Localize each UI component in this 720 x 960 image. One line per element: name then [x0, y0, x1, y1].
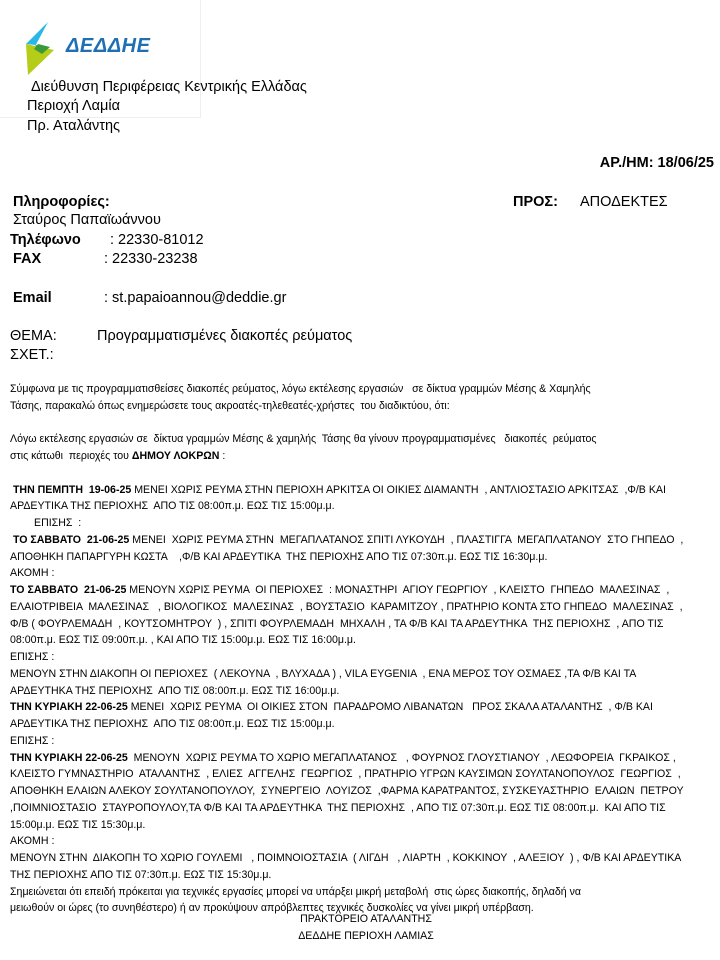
body-line	[10, 482, 716, 499]
info-label: Πληροφορίες:	[13, 194, 110, 210]
line-text: Σύμφωνα με τις προγραμματισθείσες διακοπές ρεύματος, λόγω εκτέλεσης εργασιών σε δίκτυα γραμμών Μέσης & Χαμηλής	[10, 383, 591, 395]
line-text: ΜΕΝΕΙ ΧΩΡΙΣ ΡΕΥΜΑ ΣΤΗΝ ΠΕΡΙΟΧΗ ΑΡΚΙΤΣΑ ΟΙ ΟΙΚΙΕΣ ΔΙΑΜΑΝΤΗ , ΑΝΤΛΙΟΣΤΑΣΙΟ ΑΡΚΙΤΣΑΣ ,Φ/Β ΚΑΙ	[131, 483, 666, 496]
body-line	[10, 381, 716, 398]
fax-value: : 22330-23238	[104, 251, 198, 267]
line-text: ΕΠΙΣΗΣ :	[10, 734, 55, 747]
phone-value: : 22330-81012	[110, 232, 204, 248]
subject-label: ΘΕΜΑ:	[10, 328, 57, 344]
line-text: ΕΛΑΙΟΤΡΙΒΕΙΑ ΜΑΛΕΣΙΝΑΣ , ΒΙΟΛΟΓΙΚΟΣ ΜΑΛΕΣΙΝΑΣ , ΒΟΥΣΤΑΣΙΟ ΚΑΡΑΜΙΤΖΟΥ , ΠΡΑΤΗΡΙΟ ΚΟΝΤΑ ΣΤΟ ΓΗΠΕΔΟ ΜΑΛΕΣΙΝΑΣ ,	[10, 600, 683, 613]
signature	[0, 911, 720, 945]
reference-label: ΣΧΕΤ.:	[10, 347, 54, 363]
line-text: ΜΕΝΟΥΝ ΧΩΡΙΣ ΡΕΥΜΑ ΟΙ ΠΕΡΙΟΧΕΣ : ΜΟΝΑΣΤΗΡΙ ΑΓΙΟΥ ΓΕΩΡΓΙΟΥ , ΚΛΕΙΣΤΟ ΓΗΠΕΔΟ ΜΑΛΕΣΙΝΑΣ ,	[126, 584, 670, 596]
body-line	[10, 649, 716, 666]
office-name: Πρ. Αταλάντης	[27, 118, 120, 134]
protocol-date: ΑΡ./ΗΜ: 18/06/25	[599, 155, 714, 171]
signature-area: ΔΕΔΔΗΕ ΠΕΡΙΟΧΗ ΛΑΜΙΑΣ	[298, 929, 434, 942]
line-text: στις κάτωθι περιοχές του	[10, 450, 132, 462]
line-text: ΑΠΟΘΗΚΗ ΕΛΑΙΩΝ ΑΛΕΚΟΥ ΣΟΥΛΤΑΝΟΠΟΥΛΟΥ, ΣΥΝΕΡΓΕΙΟ ΛΟΥΙΖΟΣ ,ΦΑΡΜΑ ΚΑΡΑΤΡΑΝΤΟΣ, ΣΥΣΚΕΥΑΣΤΗΡΙΟ ΕΛΑΙΩΝ ΠΕΤΡΟΥ	[10, 785, 684, 797]
line-text: ΑΠΟΘΗΚΗ ΠΑΠΑΡΓΥΡΗ ΚΩΣΤΑ ,Φ/Β ΚΑΙ ΑΡΔΕΥΤΙΚΑ ΤΗΣ ΠΕΡΙΟΧΗΣ ΑΠΟ ΤΙΣ 07:30π.μ. ΕΩΣ ΤΙΣ 16:30μ.μ.	[10, 550, 548, 563]
date-highlight: ΤΗΝ ΠΕΜΠΤΗ 19-06-25	[10, 483, 132, 496]
body-line	[10, 515, 716, 532]
body-line	[10, 632, 716, 649]
email-value[interactable]: : st.papaioannou@deddie.gr	[104, 290, 287, 306]
line-text: ΤΗΣ ΠΕΡΙΟΧΗΣ ΑΠΟ ΤΙΣ 07:30π.μ. ΕΩΣ ΤΙΣ 15:30μ.μ.	[10, 868, 272, 881]
phone-label: Τηλέφωνο	[10, 232, 81, 248]
logo-text: ΔΕΔΔΗΕ	[66, 35, 151, 57]
body-line	[10, 398, 716, 415]
body-line	[10, 800, 716, 817]
line-text: ΕΠΙΣΗΣ :	[10, 651, 55, 663]
date-highlight: ΤΟ ΣΑΒΒΑΤΟ 21-06-25	[10, 584, 127, 596]
date-highlight: ΔΗΜΟΥ ΛΟΚΡΩΝ	[131, 450, 220, 462]
body-line	[10, 532, 716, 549]
subject-value: Προγραμματισμένες διακοπές ρεύματος	[97, 328, 353, 344]
body-line	[10, 733, 716, 750]
body-line	[10, 750, 716, 767]
line-text: Φ/Β ( ΦΟΥΡΛΕΜΑΔΗ , ΚΟΥΤΣΟΜΗΤΡΟΥ ) , ΣΠΙΤΙ ΦΟΥΡΛΕΜΑΔΗ ΜΗΧΑΛΗ , ΤΑ Φ/Β ΚΑΙ ΤΑ ΑΡΔΕΥΤΗΚΑ ΤΗΣ ΠΕΡΙΟΧΗΣ , ΑΠΟ ΤΙΣ	[10, 617, 664, 630]
body-line	[10, 683, 716, 700]
line-text: ΑΡΔΕΥΤΙΚΑ ΤΗΣ ΠΕΡΙΟΧΗΣ ΑΠΟ ΤΙΣ 08:00π.μ. ΕΩΣ ΤΙΣ 15:00μ.μ.	[10, 500, 335, 513]
line-text: ΜΕΝΟΥΝ ΣΤΗΝ ΔΙΑΚΟΠΗ ΤΟ ΧΩΡΙΟ ΓΟΥΛΕΜΙ , ΠΟΙΜΝΟΙΟΣΤΑΣΙΑ ( ΛΙΓΔΗ , ΛΙΑΡΤΗ , ΚΟΚΚΙΝΟΥ , ΑΛΕΞΙΟΥ ) , Φ/Β ΚΑΙ ΑΡΔΕΥΤΙΚΑ	[10, 852, 682, 864]
line-text: ΜΕΝΕΙ ΧΩΡΙΣ ΡΕΥΜΑ ΟΙ ΟΙΚΙΕΣ ΣΤΟΝ ΠΑΡΑΔΡΟΜΟ ΛΙΒΑΝΑΤΩΝ ΠΡΟΣ ΣΚΑΛΑ ΑΤΑΛΑΝΤΗΣ , Φ/Β ΚΑΙ	[127, 701, 653, 714]
recipient-value: ΑΠΟΔΕΚΤΕΣ	[580, 194, 668, 210]
line-text: ΑΚΟΜΗ :	[10, 835, 55, 848]
date-highlight: ΤΟ ΣΑΒΒΑΤΟ 21-06-25	[10, 533, 130, 546]
announcement-body	[10, 381, 716, 917]
line-text: ΑΡΔΕΥΤΙΚΑ ΤΗΣ ΠΕΡΙΟΧΗΣ ΑΠΟ ΤΙΣ 08:00π.μ. ΕΩΣ ΤΙΣ 15:00μ.μ.	[10, 718, 335, 730]
fax-label: FAX	[13, 251, 42, 267]
line-text: ΜΕΝΟΥΝ ΣΤΗΝ ΔΙΑΚΟΠΗ ΟΙ ΠΕΡΙΟΧΕΣ ( ΛΕΚΟΥΝΑ , ΒΛΥΧΑΔΑ ) , VILA EYGENIA , ΕΝΑ ΜΕΡΟΣ ΤΟΥ ΟΣΜΑΕΣ ,ΤΑ Φ/Β ΚΑΙ ΤΑ	[10, 667, 637, 680]
body-line	[10, 616, 716, 633]
body-line	[10, 431, 716, 448]
body-line	[10, 850, 716, 867]
area-name: Περιοχή Λαμία	[27, 98, 121, 114]
line-text: 15:00μ.μ. ΕΩΣ ΤΙΣ 15:30μ.μ.	[10, 818, 146, 831]
line-text: Λόγω εκτέλεσης εργασιών σε δίκτυα γραμμών Μέσης & χαμηλής Τάσης θα γίνουν προγραμματισμένες διακοπές ρεύματος	[10, 433, 597, 446]
blank-line	[10, 465, 716, 482]
body-line	[10, 666, 716, 683]
blank-line	[10, 415, 716, 432]
line-text: ΚΛΕΙΣΤΟ ΓΥΜΝΑΣΤΗΡΙΟ ΑΤΑΛΑΝΤΗΣ , ΕΛΙΕΣ ΑΓΓΕΛΗΣ ΓΕΩΡΓΙΟΣ , ΠΡΑΤΗΡΙΟ ΥΓΡΩΝ ΚΑΥΣΙΜΩΝ ΣΟΥΛΤΑΝΟΠΟΥΛΟΣ ΓΕΩΡΓΙΟΣ ,	[10, 768, 681, 781]
directorate-name: Διεύθυνση Περιφέρειας Κεντρικής Ελλάδας	[31, 79, 307, 95]
line-text: Τάσης, παρακαλώ όπως ενημερώσετε τους ακροατές-τηλεθεατές-χρήστες του διαδικτύου, ότι:	[10, 399, 450, 412]
line-text: ,ΠΟΙΜΝΙΟΣΤΑΣΙΟ ΣΤΑΥΡΟΠΟΥΛΟΥ,ΤΑ Φ/Β ΚΑΙ ΤΑ ΑΡΔΕΥΤΗΚΑ ΤΗΣ ΠΕΡΙΟΧΗΣ , ΑΠΟ ΤΙΣ 07:30π.μ. ΕΩΣ ΤΙΣ 08:00π.μ. ΚΑΙ ΑΠΟ ΤΙΣ	[10, 801, 666, 814]
line-text: ΑΡΔΕΥΤΗΚΑ ΤΗΣ ΠΕΡΙΟΧΗΣ ΑΠΟ ΤΙΣ 08:00π.μ. ΕΩΣ ΤΙΣ 16:00μ.μ.	[10, 684, 340, 697]
body-line	[10, 783, 716, 800]
body-line	[10, 448, 716, 465]
line-text: :	[219, 450, 226, 462]
body-line	[10, 599, 716, 616]
date-highlight: ΤΗΝ ΚΥΡΙΑΚΗ 22-06-25	[10, 701, 128, 714]
body-line	[10, 498, 716, 515]
body-line	[10, 699, 716, 716]
body-line	[10, 582, 716, 599]
signature-office: ΠΡΑΚΤΟΡΕΙΟ ΑΤΑΛΑΝΤΗΣ	[300, 913, 432, 925]
line-text: 08:00π.μ. ΕΩΣ ΤΙΣ 09:00π.μ. , ΚΑΙ ΑΠΟ ΤΙΣ 15:00μ.μ. ΕΩΣ ΤΙΣ 16:00μ.μ.	[10, 634, 356, 647]
date-highlight: ΤΗΝ ΚΥΡΙΑΚΗ 22-06-25	[10, 751, 128, 764]
body-line	[10, 716, 716, 733]
body-line	[10, 766, 716, 783]
recipient-label: ΠΡΟΣ:	[513, 194, 558, 210]
line-text: Σημειώνεται ότι επειδή πρόκειται για τεχνικές εργασίες μπορεί να υπάρξει μικρή μεταβολή στις ώρες διακοπής, δηλαδή να	[10, 885, 581, 898]
body-line	[10, 884, 716, 901]
body-line	[10, 549, 716, 566]
email-label: Email	[13, 290, 52, 306]
line-text: ΑΚΟΜΗ :	[10, 567, 55, 580]
contact-name: Σταύρος Παπαϊωάννου	[13, 212, 161, 228]
line-text: ΜΕΝΕΙ ΧΩΡΙΣ ΡΕΥΜΑ ΣΤΗΝ ΜΕΓΑΠΛΑΤΑΝΟΣ ΣΠΙΤΙ ΛΥΚΟΥΔΗ , ΠΛΑΣΤΙΓΓΑ ΜΕΓΑΠΛΑΤΑΝΟΥ ΣΤΟ ΓΗΠΕΔΟ ,	[129, 533, 684, 546]
body-line	[10, 817, 716, 834]
body-line	[10, 565, 716, 582]
line-text: ΜΕΝΟΥΝ ΧΩΡΙΣ ΡΕΥΜΑ ΤΟ ΧΩΡΙΟ ΜΕΓΑΠΛΑΤΑΝΟΣ , ΦΟΥΡΝΟΣ ΓΛΟΥΣΤΙΑΝΟΥ , ΛΕΩΦΟΡΕΙΑ ΓΚΡΑΙΚΟΣ ,	[127, 751, 676, 764]
body-line	[10, 833, 716, 850]
line-text: μειωθούν οι ώρες (το συνηθέστερο) ή αν προκύψουν απρόβλεπτες τεχνικές δυσκολίες να γίνει μικρή υπέρβαση.	[10, 902, 534, 915]
line-text: ΕΠΙΣΗΣ :	[34, 517, 82, 529]
body-line	[10, 867, 716, 884]
